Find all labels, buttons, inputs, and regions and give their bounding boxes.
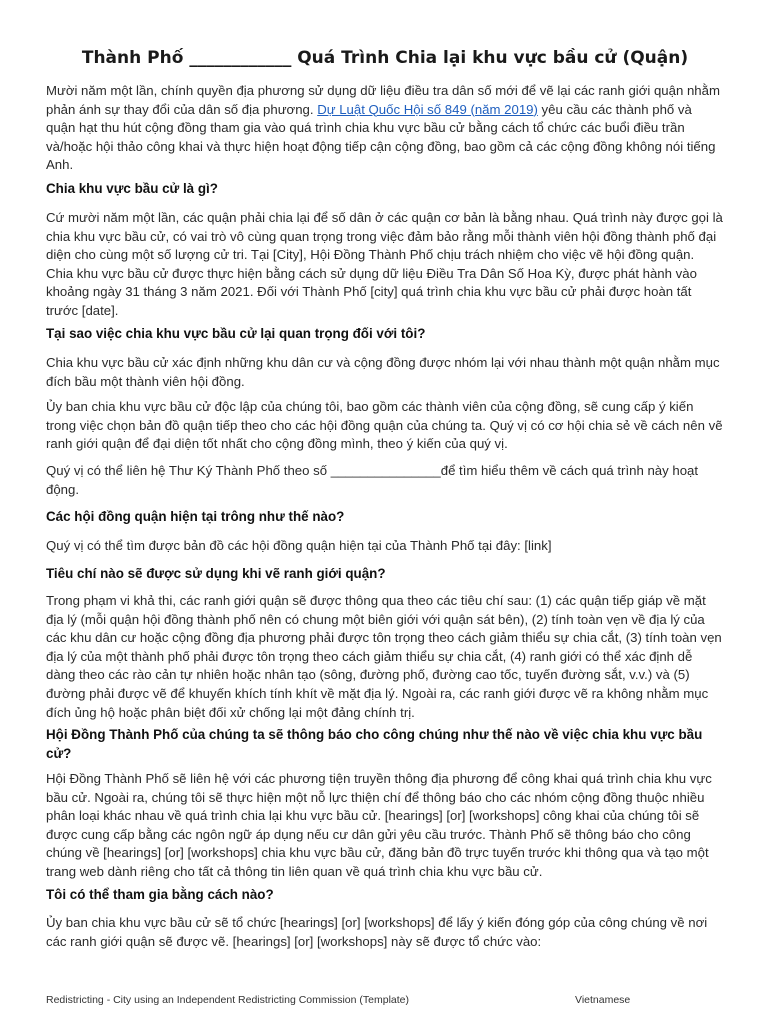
section-paragraph: Ủy ban chia khu vực bầu cử độc lập của chúng tôi, bao gồm các thành viên của cộng đồng, sẽ cung cấp ý kiến trong việc chọn bản đồ quận tiếp theo cho các hội đồng quận của chúng ta. Quý vị có cơ hội chia sẻ về cách nên vẽ ranh giới quận để đại diện tốt nhất cho cộng đồng mình, theo ý kiến của quý vị.: [46, 399, 723, 452]
section-heading-criteria: Tiêu chí nào sẽ được sử dụng khi vẽ ranh giới quận?: [46, 566, 386, 581]
footer-template-label: Redistricting - City using an Independent Redistricting Commission (Template): [46, 994, 409, 1006]
section-heading-why-important: Tại sao việc chia khu vực bầu cử lại quan trọng đối với tôi?: [46, 326, 426, 341]
intro-text-before: Mười năm một lần, chính quyền địa phương sử dụng dữ liệu điều tra dân số mới để vẽ lại các ranh giới quận nhằm phản ánh sự thay đổi của dân số địa phương.: [46, 83, 720, 117]
section-paragraph: Chia khu vực bầu cử xác định những khu dân cư và cộng đồng được nhóm lại với nhau thành một quận nhằm mục đích bầu một thành viên hội đồng.: [46, 355, 720, 389]
intro-text-after: yêu cầu các thành phố và quận hạt thu hút cộng đồng tham gia vào quá trình chia khu vực bầu cử bằng cách tổ chức các buổi điều trần và/hoặc hội thảo công khai và thực hiện hoạt động tiếp cận cộng đồng, bao gồm cả các cộng đồng không nói tiếng Anh.: [46, 101, 716, 173]
section-paragraph: Quý vị có thể liên hệ Thư Ký Thành Phố theo số _______________để tìm hiểu thêm về cách quá trình này hoạt động.: [46, 463, 699, 497]
section-paragraph: Hội Đồng Thành Phố sẽ liên hệ với các phương tiện truyền thông địa phương để công khai quá trình chia khu vực bầu cử. Ngoài ra, chúng tôi sẽ thực hiện một nỗ lực thiện chí để thông báo cho các nhóm cộng đồng thuộc nhiều phân loại khác nhau về quá trình chia lại khu vực bầu cử. [hearings] [or] [workshops] công khai của chúng tôi sẽ được cung cấp bằng các ngôn ngữ áp dụng nếu cư dân gửi yêu cầu trước. Thành Phố sẽ thông báo cho công chúng về [hearings] [or] [workshops] chia khu vực bầu cử, đăng bản đồ trực tuyến trước khi thông qua và tạo một trang web dành riêng cho tất cả thông tin liên quan về quá trình chia khu vực bầu cử.: [46, 771, 712, 879]
footer-language-label: Vietnamese: [575, 994, 631, 1006]
intro-paragraph: [46, 82, 724, 175]
section-heading-public-notice: Hội Đồng Thành Phố của chúng ta sẽ thông báo cho công chúng như thế nào về việc chia khu vực bầu cử?: [46, 727, 703, 761]
section-paragraph: Cứ mười năm một lần, các quận phải chia lại để số dân ở các quận cơ bản là bằng nhau. Quá trình này được gọi là chia khu vực bầu cử, có vai trò vô cùng quan trọng trong việc đảm bảo rằng mỗi thành viên hội đồng thành phố đại diện cho cùng một số lượng cử tri. Tại [City], Hội Đồng Thành Phố chịu trách nhiệm cho việc vẽ hội đồng quận. Chia khu vực bầu cử được thực hiện bằng cách sử dụng dữ liệu Điều Tra Dân Số Hoa Kỳ, được phát hành vào khoảng ngày 31 tháng 3 năm 2021. Đối với Thành Phố [city] quá trình chia khu vực bầu cử phải được hoàn tất trước [date].: [46, 210, 723, 318]
section-paragraph: Ủy ban chia khu vực bầu cử sẽ tổ chức [hearings] [or] [workshops] để lấy ý kiến đóng góp của công chúng về nơi các ranh giới quận sẽ được vẽ. [hearings] [or] [workshops] này sẽ được tổ chức vào:: [46, 915, 708, 949]
section-heading-current-districts: Các hội đồng quận hiện tại trông như thế nào?: [46, 509, 345, 524]
page-title: Thành Phố ____________ Quá Trình Chia lại khu vực bầu cử (Quận): [81, 48, 689, 68]
section-heading-participate: Tôi có thể tham gia bằng cách nào?: [46, 887, 274, 902]
section-heading-what-is-redistricting: Chia khu vực bầu cử là gì?: [46, 181, 218, 196]
assembly-bill-link[interactable]: Dự Luật Quốc Hội số 849 (năm 2019): [317, 101, 538, 117]
section-paragraph: Trong phạm vi khả thi, các ranh giới quận sẽ được thông qua theo các tiêu chí sau: (1) các quận tiếp giáp về mặt địa lý (mỗi quận hội đồng thành phố nên có chung một biên giới với quận sát bên), (2) tính toàn vẹn về địa lý của các khu dân cư hoặc cộng đồng địa phương phải được tôn trọng theo cách giảm thiểu sự chia cắt, (3) tính toàn vẹn địa lý của một thành phố phải được tôn trọng theo cách giảm thiểu sự chia cắt, (4) ranh giới có thể xác định dễ dàng theo các rào cản tự nhiên hoặc nhân tạo (sông, đường phố, đường cao tốc, tuyến đường sắt, v.v.) và (5) đường phải được vẽ để khuyến khích tính khít về mặt địa lý. Ngoài ra, các ranh giới được vẽ ra không nhằm mục đích ủng hộ hoặc phân biệt đối xử chống lại một đảng chính trị.: [46, 593, 722, 720]
section-paragraph: Quý vị có thể tìm được bản đồ các hội đồng quận hiện tại của Thành Phố tại đây: [link]: [46, 538, 552, 553]
